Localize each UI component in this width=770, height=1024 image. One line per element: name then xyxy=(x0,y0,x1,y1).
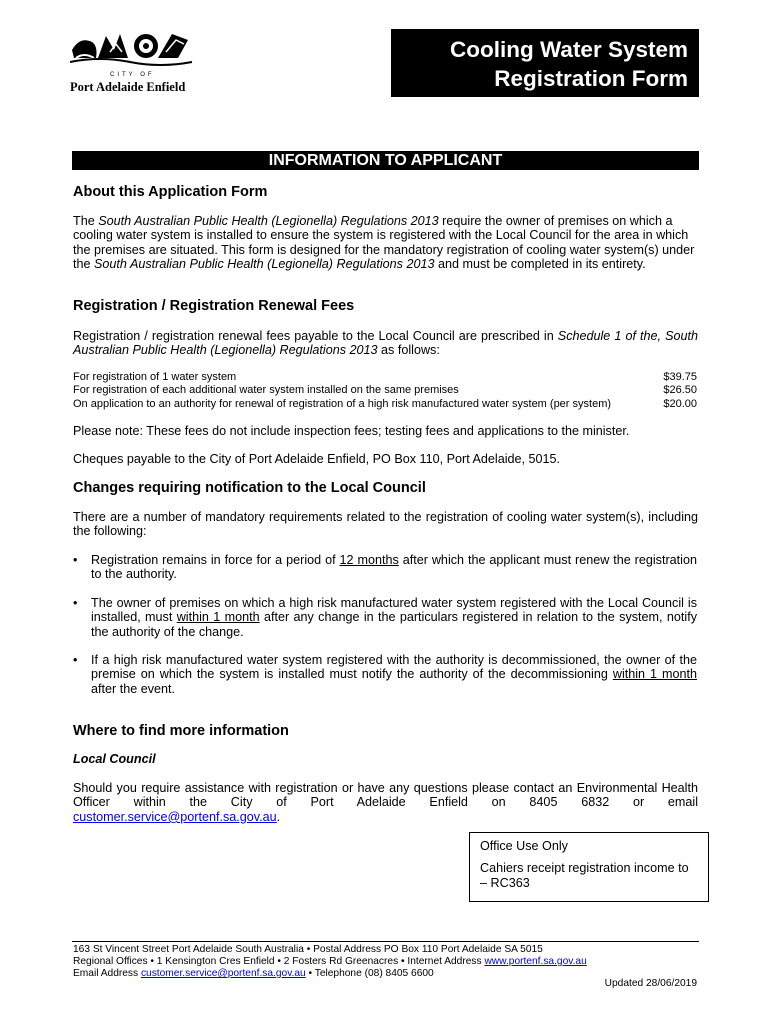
footer-offices: Regional Offices • 1 Kensington Cres Enfield • 2 Fosters Rd Greenacres • Internet Address www.portenf.sa.gov.au xyxy=(73,956,587,967)
form-title-line-2: Registration Form xyxy=(494,66,688,91)
about-text-1: The xyxy=(73,214,99,228)
fees-heading: Registration / Registration Renewal Fees xyxy=(73,298,355,314)
fee-amount: $26.50 xyxy=(663,384,697,397)
cheques-info: Cheques payable to the City of Port Adelaide Enfield, PO Box 110, Port Adelaide, 5015. xyxy=(73,452,561,466)
form-title-box xyxy=(391,29,699,97)
logo-emblem-icon xyxy=(70,28,195,72)
fees-regulation-ref: Schedule 1 of the, South Australian Public Health (Legionella) Regulations 2013 xyxy=(73,329,698,358)
fees-intro xyxy=(73,329,698,358)
office-use-title: Office Use Only xyxy=(480,839,568,853)
fee-label: On application to an authority for renewal of registration of a high risk manufactured water system (per system) xyxy=(73,397,612,410)
changes-intro: There are a number of mandatory requirements related to the registration of cooling water system(s), including the following: xyxy=(73,510,698,539)
about-paragraph xyxy=(73,214,698,272)
footer-website-link[interactable]: www.portenf.sa.gov.au xyxy=(484,956,587,967)
period-underlined: 12 months xyxy=(339,553,399,567)
contact-paragraph: Should you require assistance with registration or have any questions please contact an Environmental Health Officer within the City of Port Adelaide Enfield on 8405 6832 or email customer.service@portenf.sa.gov.au. xyxy=(73,781,698,824)
local-council-subheading: Local Council xyxy=(73,752,156,766)
about-heading: About this Application Form xyxy=(73,184,268,200)
logo-council-name: Port Adelaide Enfield xyxy=(70,80,186,94)
about-text-3: and must be completed in its entirety. xyxy=(434,257,646,272)
fees-intro-end: as follows: xyxy=(377,343,440,358)
office-use-box xyxy=(469,832,709,902)
fee-amount: $20.00 xyxy=(663,397,697,410)
bullet-icon: • xyxy=(73,553,78,567)
fee-row xyxy=(73,398,697,411)
footer-address: 163 St Vincent Street Port Adelaide South Australia • Postal Address PO Box 110 Port Adelaide SA 5015 xyxy=(73,944,543,955)
fee-row xyxy=(73,371,697,384)
changes-heading: Changes requiring notification to the Local Council xyxy=(73,480,426,496)
footer-divider xyxy=(72,941,699,942)
office-use-text: Cahiers receipt registration income to – RC363 xyxy=(480,861,689,890)
fee-label: For registration of 1 water system xyxy=(73,371,237,383)
bullet-icon: • xyxy=(73,596,78,610)
footer-email-link[interactable]: customer.service@portenf.sa.gov.au xyxy=(140,968,306,979)
fee-amount: $39.75 xyxy=(663,371,697,383)
contact-email-link[interactable]: customer.service@portenf.sa.gov.au xyxy=(73,809,277,824)
form-title-line-1: Cooling Water System xyxy=(450,37,688,62)
regulation-name: South Australian Public Health (Legionella) Regulations 2013 xyxy=(98,214,439,228)
info-banner: INFORMATION TO APPLICANT xyxy=(72,151,699,170)
fee-table xyxy=(73,371,697,411)
about-text-2: require the owner of premises on which a cooling water system is installed to ensure the system is registered with the Local Council for the area in which the premises are situated. This form is designed for the mandatory registration of cooling water system(s) under the xyxy=(73,214,695,272)
more-info-heading: Where to find more information xyxy=(73,723,289,739)
fee-label: For registration of each additional water system installed on the same premises xyxy=(73,384,459,397)
period-underlined: within 1 month xyxy=(176,610,260,625)
fees-intro-text: Registration / registration renewal fees payable to the Local Council are prescribed in xyxy=(73,329,558,343)
period-underlined: within 1 month xyxy=(612,667,697,682)
fees-note: Please note: These fees do not include inspection fees; testing fees and applications to the minister. xyxy=(73,424,630,438)
requirement-item: The owner of premises on which a high risk manufactured water system registered with the Local Council is installed, must within 1 month after any change in the particulars registered in relation to the system, notify the authority of the change. xyxy=(91,596,697,639)
updated-date: Updated 28/06/2019 xyxy=(604,978,697,989)
footer-contact: Email Address customer.service@portenf.sa.gov.au • Telephone (08) 8405 6600 xyxy=(73,968,434,979)
regulation-name: South Australian Public Health (Legionella) Regulations 2013 xyxy=(94,257,435,272)
contact-text: Should you require assistance with registration or have any questions please contact an Environmental Health Officer within the City of Port Adelaide Enfield on 8405 6832 or email xyxy=(73,781,698,810)
fee-row xyxy=(73,384,697,397)
requirement-item: Registration remains in force for a period of 12 months after which the applicant must renew the registration to the authority. xyxy=(91,553,697,582)
requirement-item: If a high risk manufactured water system registered with the authority is decommissioned, the owner of the premise on which the system is installed must notify the authority of the decommissioning within 1 month after the event. xyxy=(91,653,697,696)
bullet-icon: • xyxy=(73,653,78,667)
logo-city-label: CITY OF xyxy=(110,72,155,78)
council-logo xyxy=(70,28,195,98)
